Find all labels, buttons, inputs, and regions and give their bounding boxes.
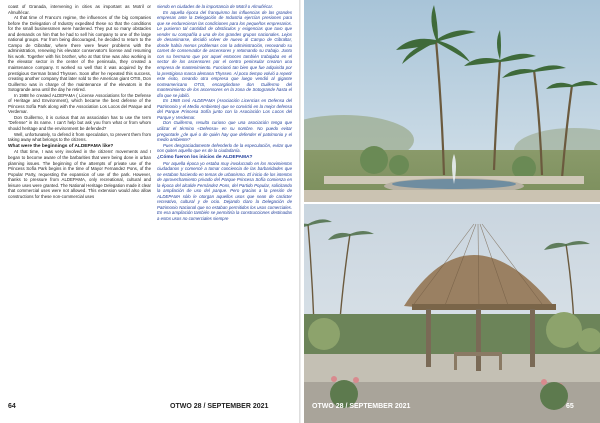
english-column bbox=[8, 4, 151, 199]
es-paragraph: siendo en ciudades de la importancia de Motril o Almuñécar. bbox=[157, 4, 274, 9]
spanish-column bbox=[157, 4, 292, 222]
thatched-gazebo-photo bbox=[304, 204, 600, 423]
en-paragraph: Don Guillermo, it is curious that an association has to use the term "Defense" in its name. I can't help but ask you from what or from whom should heritage and the environment be defended? bbox=[8, 114, 151, 132]
magazine-footer-right: OTWO 28 / SEPTEMBER 2021 bbox=[312, 403, 411, 410]
page-number-left: 64 bbox=[8, 403, 16, 410]
es-paragraph: En 1988 creó ALDEPAMA (Asociación Licencias en Defensa del Patrimonio y el Medio Ambiente) que se convirtió en la mejor defensa del Parque Princesa Sofía junto con la Asociación Los Locos del Parque y Verdemar. bbox=[157, 98, 292, 120]
es-paragraph: Don Guillermo, resulta curioso que una asociación tenga que utilizar el término «Defensa» en su nombre. No puedo evitar preguntarle ¿de qué o de quién hay que defender el patrimonio y el medio ambiente? bbox=[157, 120, 292, 143]
magazine-footer-left: OTWO 28 / SEPTEMBER 2021 bbox=[170, 403, 269, 410]
es-paragraph: En aquella época del franquismo las influencias de las grandes empresas ante la Delegación de Industria ejercían presiones para que se endurecieran las condiciones para los pequeños empresarios. Le pusieron tal cantidad de obstáculos y exigencias que tuvo que vender su compañía a una de los grandes grupos nacionales. Lejos de desanimarse, decidió volver de nuevo al Campo de Gibraltar, donde había menos problemas con la administración, renovando su carnet de conservador de ascensores y retomando su trabajo. Junto con su hermano que por aquel entonces también trabajaba en el sector de los ascensores por el centro peninsular crearon una empresa de mantenimiento. Funcionó tan bien que fue adquirida por la prestigiosa marca alemana Thyssen. Al poco tiempo volvió a repetir este éxito, creando otra empresa que luego vendió al gigante norteamericano OTIS, encargándose don Guillermo del mantenimiento de los ascensores en la zona de Sotogrande hasta el día que se jubiló. bbox=[157, 9, 292, 98]
page-number-right: 65 bbox=[566, 403, 574, 410]
es-paragraph: Pues desgraciadamente defenderlo de la especulación, evitar que nos quiten aquello que es de la ciudadanía. bbox=[157, 142, 292, 154]
page-gutter bbox=[299, 0, 301, 423]
en-paragraph: At that time, I was very involved in the citizens' movements and I began to become aware of the barbarities that were being done in urban planning issues. The beginning of the attempts of private use of the Princess Sofía Park begins in the time of Mayor Fernandez Pons, of the Popular Party, requesting the expansion of use of the park. However, thanks to pressure from ALDEPAMA, only recreational, cultural and leisure uses were granted. The National Heritage Delegation made it clear that commercial uses were not allowed. This extension would also allow constructions for these non-commercial uses bbox=[8, 149, 151, 199]
park-fountain-palms-photo bbox=[304, 0, 600, 202]
en-paragraph: Well, unfortunately, to defend it from speculation, to prevent them from taking away what belongs to the citizens. bbox=[8, 131, 151, 143]
es-question-heading: ¿Cómo fueron los inicios de ALDEPAMA? bbox=[157, 154, 253, 160]
es-paragraph: Por aquella época yo estaba muy involucrado en los movimientos ciudadanos y comencé a tomar conciencia de las barbaridades que se estaban haciendo en temas de urbanismo. El inicio de los intentos de aprovechamiento privado del Parque Princesa Sofía comienza en la época del alcalde Fernández Pons, del Partido Popular, solicitando la ampliación de uso del parque. Pero gracias a la presión de ALDEPAMA sólo le otorgan aquellos usos que sean de carácter recreativo, cultural y de ocio. Dejando claro la Delegación de Patrimonio Nacional que no estaban permitidos los usos comerciales. En esa ampliación también se permitiría la construcciones destinadas a estos usos no comerciales siempre bbox=[157, 160, 292, 222]
en-question-heading: What were the beginnings of ALDEPAMA like? bbox=[8, 143, 114, 149]
en-paragraph: coast of Granada, intervening in cities as important as Motril or Almuñécar. bbox=[8, 4, 151, 15]
en-paragraph: At that time of Franco's regime, the influences of the big companies before the Delegation of Industry expedited these so that the conditions for the small businessmen were hardened. They put so many obstacles and demands on him that he had to sell his company to one of the large national groups. Far from being discouraged, he decided to return to the Campo de Gibraltar, where there were fewer problems with the administration, renewing his elevator conservator's license and resuming his work. Together with his brother, who at that time was also working in the elevator sector in the center of the peninsula, they created a maintenance company. It worked so well that it was acquired by the prestigious German brand Thyssen. Soon after he repeated this success, creating another company that later sold to the American giant OTIS, Don Guillermo was in charge of the maintenance of the elevators in the Sotogrande area until the day he retired. bbox=[8, 15, 151, 93]
en-paragraph: In 1988 he created ALDEPAMA ( License Associations for the Defense of Heritage and Environment), which became the best defense of the Princess Sofía Park along with the Association Los Locos del Parque and Verdemar. bbox=[8, 92, 151, 115]
